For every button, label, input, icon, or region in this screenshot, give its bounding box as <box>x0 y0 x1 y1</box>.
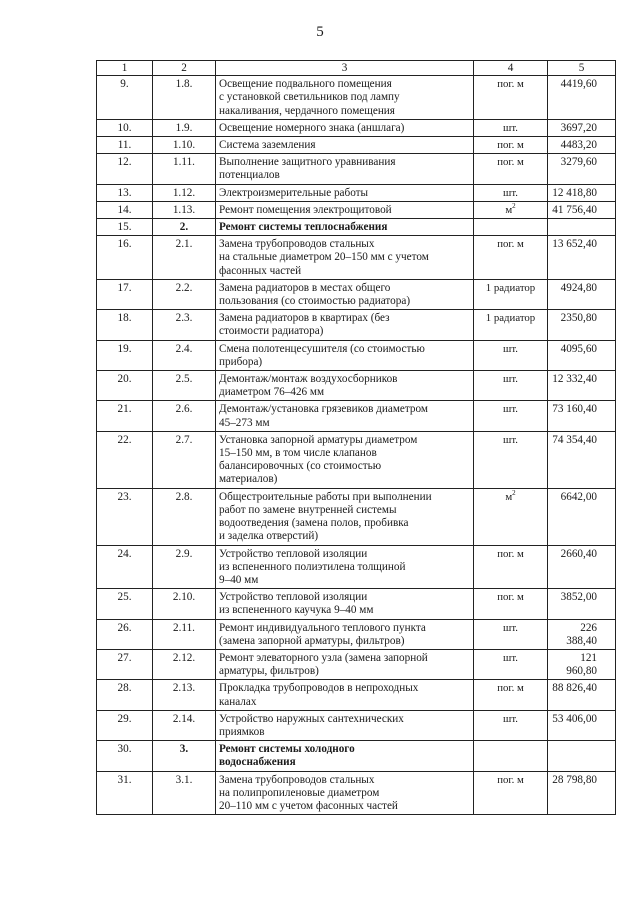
work-name-cell-text: Ремонт элеваторного узла (замена запорной арматуры, фильтров) <box>219 651 428 678</box>
item-code-cell-text: 2.2. <box>175 281 193 294</box>
cost-cell-text: 53 406,00 <box>552 712 597 725</box>
column-header: 4 <box>474 61 548 76</box>
row-number-cell-text: 21. <box>117 403 132 416</box>
cost-cell-text: 13 652,40 <box>552 238 597 251</box>
column-header: 2 <box>153 61 216 76</box>
row-number-cell-text: 16. <box>117 238 132 251</box>
work-name-cell <box>216 184 474 201</box>
cost-cell <box>548 589 616 619</box>
row-number-cell <box>97 76 153 120</box>
item-code-cell-text: 2.7. <box>175 433 193 446</box>
cost-cell-text: 12 418,80 <box>552 186 597 199</box>
cost-cell-text: 226 388,40 <box>566 621 597 647</box>
row-number-cell-text: 13. <box>117 186 132 199</box>
section-row <box>97 219 616 236</box>
table-row <box>97 119 616 136</box>
table-row <box>97 545 616 589</box>
table-row <box>97 371 616 401</box>
unit-cell-text: пог. м <box>497 238 524 251</box>
unit-cell <box>474 279 548 309</box>
work-name-cell-text: Замена трубопроводов стальных на полипропиленовые диаметром 20–110 мм с учетом фасонных частей <box>219 773 398 812</box>
unit-cell <box>474 137 548 154</box>
unit-cell <box>474 371 548 401</box>
row-number-cell-text: 15. <box>117 221 132 234</box>
table-row <box>97 589 616 619</box>
work-name-cell <box>216 279 474 309</box>
item-code-cell-text: 2.14. <box>172 712 196 725</box>
work-name-cell <box>216 710 474 740</box>
work-name-cell-text: Выполнение защитного уравнивания потенциалов <box>219 156 396 182</box>
unit-cell-text: 1 радиатор <box>485 281 536 294</box>
work-name-cell-text: Прокладка трубопроводов в непроходных каналах <box>219 682 419 708</box>
cost-cell-text: 4483,20 <box>560 139 597 152</box>
row-number-cell-text: 22. <box>117 433 132 446</box>
page-number: 5 <box>316 24 324 40</box>
cost-cell <box>548 137 616 154</box>
table-row <box>97 201 616 218</box>
row-number-cell-text: 27. <box>117 651 132 664</box>
unit-cell <box>474 310 548 340</box>
item-code-cell-text: 2.12. <box>172 651 196 664</box>
work-name-cell-text: Замена радиаторов в квартирах (без стоимости радиатора) <box>219 312 390 338</box>
item-code-cell <box>153 279 216 309</box>
cost-cell <box>548 236 616 280</box>
table-row <box>97 340 616 370</box>
unit-cell-text: шт. <box>503 712 518 725</box>
row-number-cell-text: 24. <box>117 547 132 560</box>
unit-cell <box>474 619 548 649</box>
unit-cell <box>474 119 548 136</box>
row-number-cell <box>97 680 153 710</box>
item-code-cell <box>153 184 216 201</box>
unit-cell <box>474 401 548 431</box>
cost-cell-text: 2660,40 <box>560 547 597 560</box>
cost-cell-text: 3279,60 <box>560 156 597 169</box>
row-number-cell <box>97 201 153 218</box>
work-name-cell-text: Устройство тепловой изоляции из вспененного каучука 9–40 мм <box>219 591 374 617</box>
row-number-cell-text: 23. <box>117 490 132 503</box>
cost-cell <box>548 545 616 589</box>
cost-cell-text: 41 756,40 <box>552 203 597 216</box>
item-code-cell <box>153 310 216 340</box>
work-name-cell <box>216 137 474 154</box>
row-number-cell <box>97 771 153 815</box>
row-number-cell-text: 11. <box>117 139 132 152</box>
row-number-cell-text: 28. <box>117 682 132 695</box>
item-code-cell-text: 1.13. <box>172 203 196 216</box>
work-name-cell-text: Замена радиаторов в местах общего пользования (со стоимостью радиатора) <box>219 281 411 308</box>
table-body <box>97 76 616 815</box>
item-code-cell-text: 2.3. <box>175 312 193 325</box>
unit-cell <box>474 545 548 589</box>
cost-cell <box>548 201 616 218</box>
unit-cell-text: шт. <box>503 186 518 199</box>
item-code-cell <box>153 589 216 619</box>
cost-cell-text: 4419,60 <box>560 78 597 91</box>
item-code-cell-text: 1.10. <box>172 139 196 152</box>
work-name-cell <box>216 340 474 370</box>
item-code-cell <box>153 371 216 401</box>
unit-cell-text: шт. <box>503 403 518 416</box>
row-number-cell-text: 30. <box>117 743 132 756</box>
item-code-cell-text: 2. <box>179 221 189 234</box>
work-name-cell-text: Устройство наружных сантехнических приямков <box>219 712 404 738</box>
cost-cell <box>548 371 616 401</box>
work-name-cell-text: Демонтаж/монтаж воздухосборников диаметром 76–426 мм <box>219 373 398 399</box>
work-name-cell-text: Устройство тепловой изоляции из вспененного полиэтилена толщиной 9–40 мм <box>219 547 406 586</box>
table-row <box>97 310 616 340</box>
row-number-cell-text: 9. <box>120 78 129 91</box>
row-number-cell <box>97 741 153 771</box>
unit-cell <box>474 340 548 370</box>
row-number-cell <box>97 184 153 201</box>
work-name-cell <box>216 401 474 431</box>
work-name-cell-text: Ремонт индивидуального теплового пункта (замена запорной арматуры, фильтров) <box>219 621 426 647</box>
cost-cell-text: 121 960,80 <box>566 651 597 678</box>
work-name-cell-text: Ремонт системы теплоснабжения <box>219 221 388 234</box>
row-number-cell-text: 14. <box>117 203 132 216</box>
work-name-cell <box>216 649 474 679</box>
work-name-cell-text: Смена полотенцесушителя (со стоимостью прибора) <box>219 342 425 368</box>
row-number-cell <box>97 649 153 679</box>
cost-cell <box>548 619 616 649</box>
table-row <box>97 279 616 309</box>
unit-cell <box>474 201 548 218</box>
unit-cell-text: м <box>505 490 513 503</box>
cost-cell <box>548 184 616 201</box>
row-number-cell <box>97 431 153 488</box>
work-name-cell <box>216 371 474 401</box>
unit-cell <box>474 649 548 679</box>
item-code-cell <box>153 680 216 710</box>
table-row <box>97 154 616 184</box>
item-code-cell <box>153 545 216 589</box>
unit-cell <box>474 589 548 619</box>
work-name-cell <box>216 545 474 589</box>
cost-cell <box>548 741 616 771</box>
work-name-cell-text: Освещение подвального помещения с установкой светильников под лампу накаливания, чердачного помещения <box>219 78 400 117</box>
work-name-cell-text: Ремонт системы холодного водоснабжения <box>219 743 355 769</box>
work-name-cell <box>216 431 474 488</box>
table-row <box>97 710 616 740</box>
row-number-cell <box>97 340 153 370</box>
table-row <box>97 488 616 545</box>
item-code-cell-text: 2.13. <box>172 682 196 695</box>
work-name-cell-text: Демонтаж/установка грязевиков диаметром 45–273 мм <box>219 403 428 429</box>
cost-cell <box>548 279 616 309</box>
work-name-cell <box>216 741 474 771</box>
unit-cell-text: шт. <box>503 621 518 634</box>
item-code-cell-text: 1.12. <box>172 186 196 199</box>
unit-cell <box>474 741 548 771</box>
row-number-cell-text: 25. <box>117 591 132 604</box>
work-name-cell-text: Установка запорной арматуры диаметром 15–150 мм, в том числе клапанов балансировочных (со стоимостью материалов) <box>219 433 418 486</box>
cost-cell-text: 3852,00 <box>560 591 597 604</box>
row-number-cell <box>97 488 153 545</box>
item-code-cell-text: 2.6. <box>175 403 193 416</box>
cost-cell <box>548 76 616 120</box>
work-name-cell-text: Электроизмерительные работы <box>219 186 369 199</box>
work-name-cell-text: Освещение номерного знака (аншлага) <box>219 121 405 134</box>
column-header: 1 <box>97 61 153 76</box>
unit-cell-text: пог. м <box>497 591 524 604</box>
unit-cell-text: 1 радиатор <box>485 312 536 325</box>
cost-cell-text: 12 332,40 <box>552 373 597 386</box>
item-code-cell <box>153 154 216 184</box>
unit-cell <box>474 154 548 184</box>
unit-cell <box>474 680 548 710</box>
item-code-cell-text: 2.10. <box>172 591 196 604</box>
cost-cell-text: 2350,80 <box>560 312 597 325</box>
unit-superscript: 2 <box>512 488 516 497</box>
row-number-cell <box>97 589 153 619</box>
unit-cell-text: пог. м <box>497 78 524 91</box>
work-name-cell <box>216 154 474 184</box>
work-name-cell-text: Система заземления <box>219 139 316 152</box>
item-code-cell-text: 2.4. <box>175 342 193 355</box>
row-number-cell <box>97 119 153 136</box>
cost-cell <box>548 680 616 710</box>
unit-cell-text: шт. <box>503 651 518 664</box>
row-number-cell <box>97 236 153 280</box>
cost-cell <box>548 710 616 740</box>
work-name-cell-text: Общестроительные работы при выполнении работ по замене внутренней системы водоотведения (замена полов, пробивка и заделка отверстий) <box>219 490 432 543</box>
cost-cell-text: 28 798,80 <box>552 773 597 786</box>
item-code-cell-text: 2.1. <box>175 238 193 251</box>
cost-cell-text: 4095,60 <box>560 342 597 355</box>
item-code-cell <box>153 488 216 545</box>
item-code-cell-text: 1.8. <box>175 78 193 91</box>
table-row <box>97 76 616 120</box>
table-row <box>97 649 616 679</box>
work-name-cell <box>216 771 474 815</box>
unit-cell <box>474 431 548 488</box>
work-name-cell <box>216 76 474 120</box>
unit-superscript: 2 <box>512 201 516 210</box>
item-code-cell <box>153 431 216 488</box>
row-number-cell-text: 18. <box>117 312 132 325</box>
work-name-cell <box>216 680 474 710</box>
work-name-cell <box>216 119 474 136</box>
item-code-cell <box>153 137 216 154</box>
table-row <box>97 401 616 431</box>
cost-cell-text: 3697,20 <box>560 121 597 134</box>
item-code-cell-text: 2.9. <box>175 547 193 560</box>
table-row <box>97 771 616 815</box>
cost-cell <box>548 488 616 545</box>
item-code-cell <box>153 771 216 815</box>
row-number-cell-text: 12. <box>117 156 132 169</box>
row-number-cell <box>97 371 153 401</box>
cost-cell <box>548 219 616 236</box>
cost-cell <box>548 340 616 370</box>
cost-cell <box>548 649 616 679</box>
row-number-cell <box>97 545 153 589</box>
work-name-cell <box>216 236 474 280</box>
cost-cell-text: 6642,00 <box>560 490 597 503</box>
row-number-cell-text: 10. <box>117 121 132 134</box>
cost-cell <box>548 401 616 431</box>
column-header: 5 <box>548 61 616 76</box>
item-code-cell-text: 2.8. <box>175 490 193 503</box>
section-row <box>97 741 616 771</box>
item-code-cell <box>153 340 216 370</box>
work-name-cell <box>216 219 474 236</box>
cost-cell-text: 88 826,40 <box>552 682 597 695</box>
work-name-cell-text: Замена трубопроводов стальных на стальные диаметром 20–150 мм с учетом фасонных частей <box>219 238 429 277</box>
work-name-cell <box>216 619 474 649</box>
unit-cell-text: пог. м <box>497 156 524 169</box>
row-number-cell-text: 29. <box>117 712 132 725</box>
cost-cell-text: 74 354,40 <box>552 433 597 446</box>
cost-table <box>96 60 616 815</box>
item-code-cell <box>153 119 216 136</box>
item-code-cell <box>153 401 216 431</box>
item-code-cell-text: 3. <box>179 743 189 756</box>
item-code-cell-text: 2.11. <box>173 621 195 634</box>
item-code-cell <box>153 649 216 679</box>
work-name-cell <box>216 201 474 218</box>
row-number-cell <box>97 219 153 236</box>
row-number-cell-text: 31. <box>117 773 132 786</box>
item-code-cell <box>153 76 216 120</box>
unit-cell-text: пог. м <box>497 682 524 695</box>
table-row <box>97 680 616 710</box>
item-code-cell-text: 2.5. <box>175 373 193 386</box>
item-code-cell <box>153 710 216 740</box>
row-number-cell-text: 20. <box>117 373 132 386</box>
item-code-cell <box>153 619 216 649</box>
item-code-cell-text: 1.11. <box>173 156 195 169</box>
item-code-cell-text: 1.9. <box>175 121 193 134</box>
item-code-cell-text: 3.1. <box>175 773 193 786</box>
unit-cell <box>474 184 548 201</box>
item-code-cell <box>153 741 216 771</box>
cost-cell <box>548 431 616 488</box>
row-number-cell <box>97 710 153 740</box>
unit-cell-text: пог. м <box>497 547 524 560</box>
unit-cell <box>474 488 548 545</box>
row-number-cell <box>97 310 153 340</box>
unit-cell <box>474 710 548 740</box>
unit-cell-text: шт. <box>503 433 518 446</box>
item-code-cell <box>153 236 216 280</box>
row-number-cell-text: 19. <box>117 342 132 355</box>
column-header: 3 <box>216 61 474 76</box>
unit-cell-text: м <box>505 203 513 216</box>
row-number-cell-text: 26. <box>117 621 132 634</box>
work-name-cell <box>216 488 474 545</box>
row-number-cell <box>97 401 153 431</box>
table-header-row <box>97 61 616 76</box>
cost-cell <box>548 119 616 136</box>
unit-cell-text: шт. <box>503 373 518 386</box>
item-code-cell <box>153 201 216 218</box>
cost-cell <box>548 154 616 184</box>
table-row <box>97 431 616 488</box>
cost-cell <box>548 771 616 815</box>
row-number-cell <box>97 154 153 184</box>
cost-cell <box>548 310 616 340</box>
row-number-cell <box>97 137 153 154</box>
unit-cell <box>474 219 548 236</box>
unit-cell-text: шт. <box>503 342 518 355</box>
row-number-cell <box>97 619 153 649</box>
cost-cell-text: 73 160,40 <box>552 403 597 416</box>
unit-cell <box>474 771 548 815</box>
row-number-cell <box>97 279 153 309</box>
unit-cell <box>474 76 548 120</box>
work-name-cell <box>216 310 474 340</box>
work-name-cell <box>216 589 474 619</box>
unit-cell-text: пог. м <box>497 773 524 786</box>
work-name-cell-text: Ремонт помещения электрощитовой <box>219 203 392 216</box>
item-code-cell <box>153 219 216 236</box>
row-number-cell-text: 17. <box>117 281 132 294</box>
table-row <box>97 619 616 649</box>
unit-cell-text: шт. <box>503 121 518 134</box>
unit-cell-text: пог. м <box>497 139 524 152</box>
table-row <box>97 236 616 280</box>
table-row <box>97 137 616 154</box>
table-row <box>97 184 616 201</box>
unit-cell <box>474 236 548 280</box>
cost-cell-text: 4924,80 <box>560 281 597 294</box>
